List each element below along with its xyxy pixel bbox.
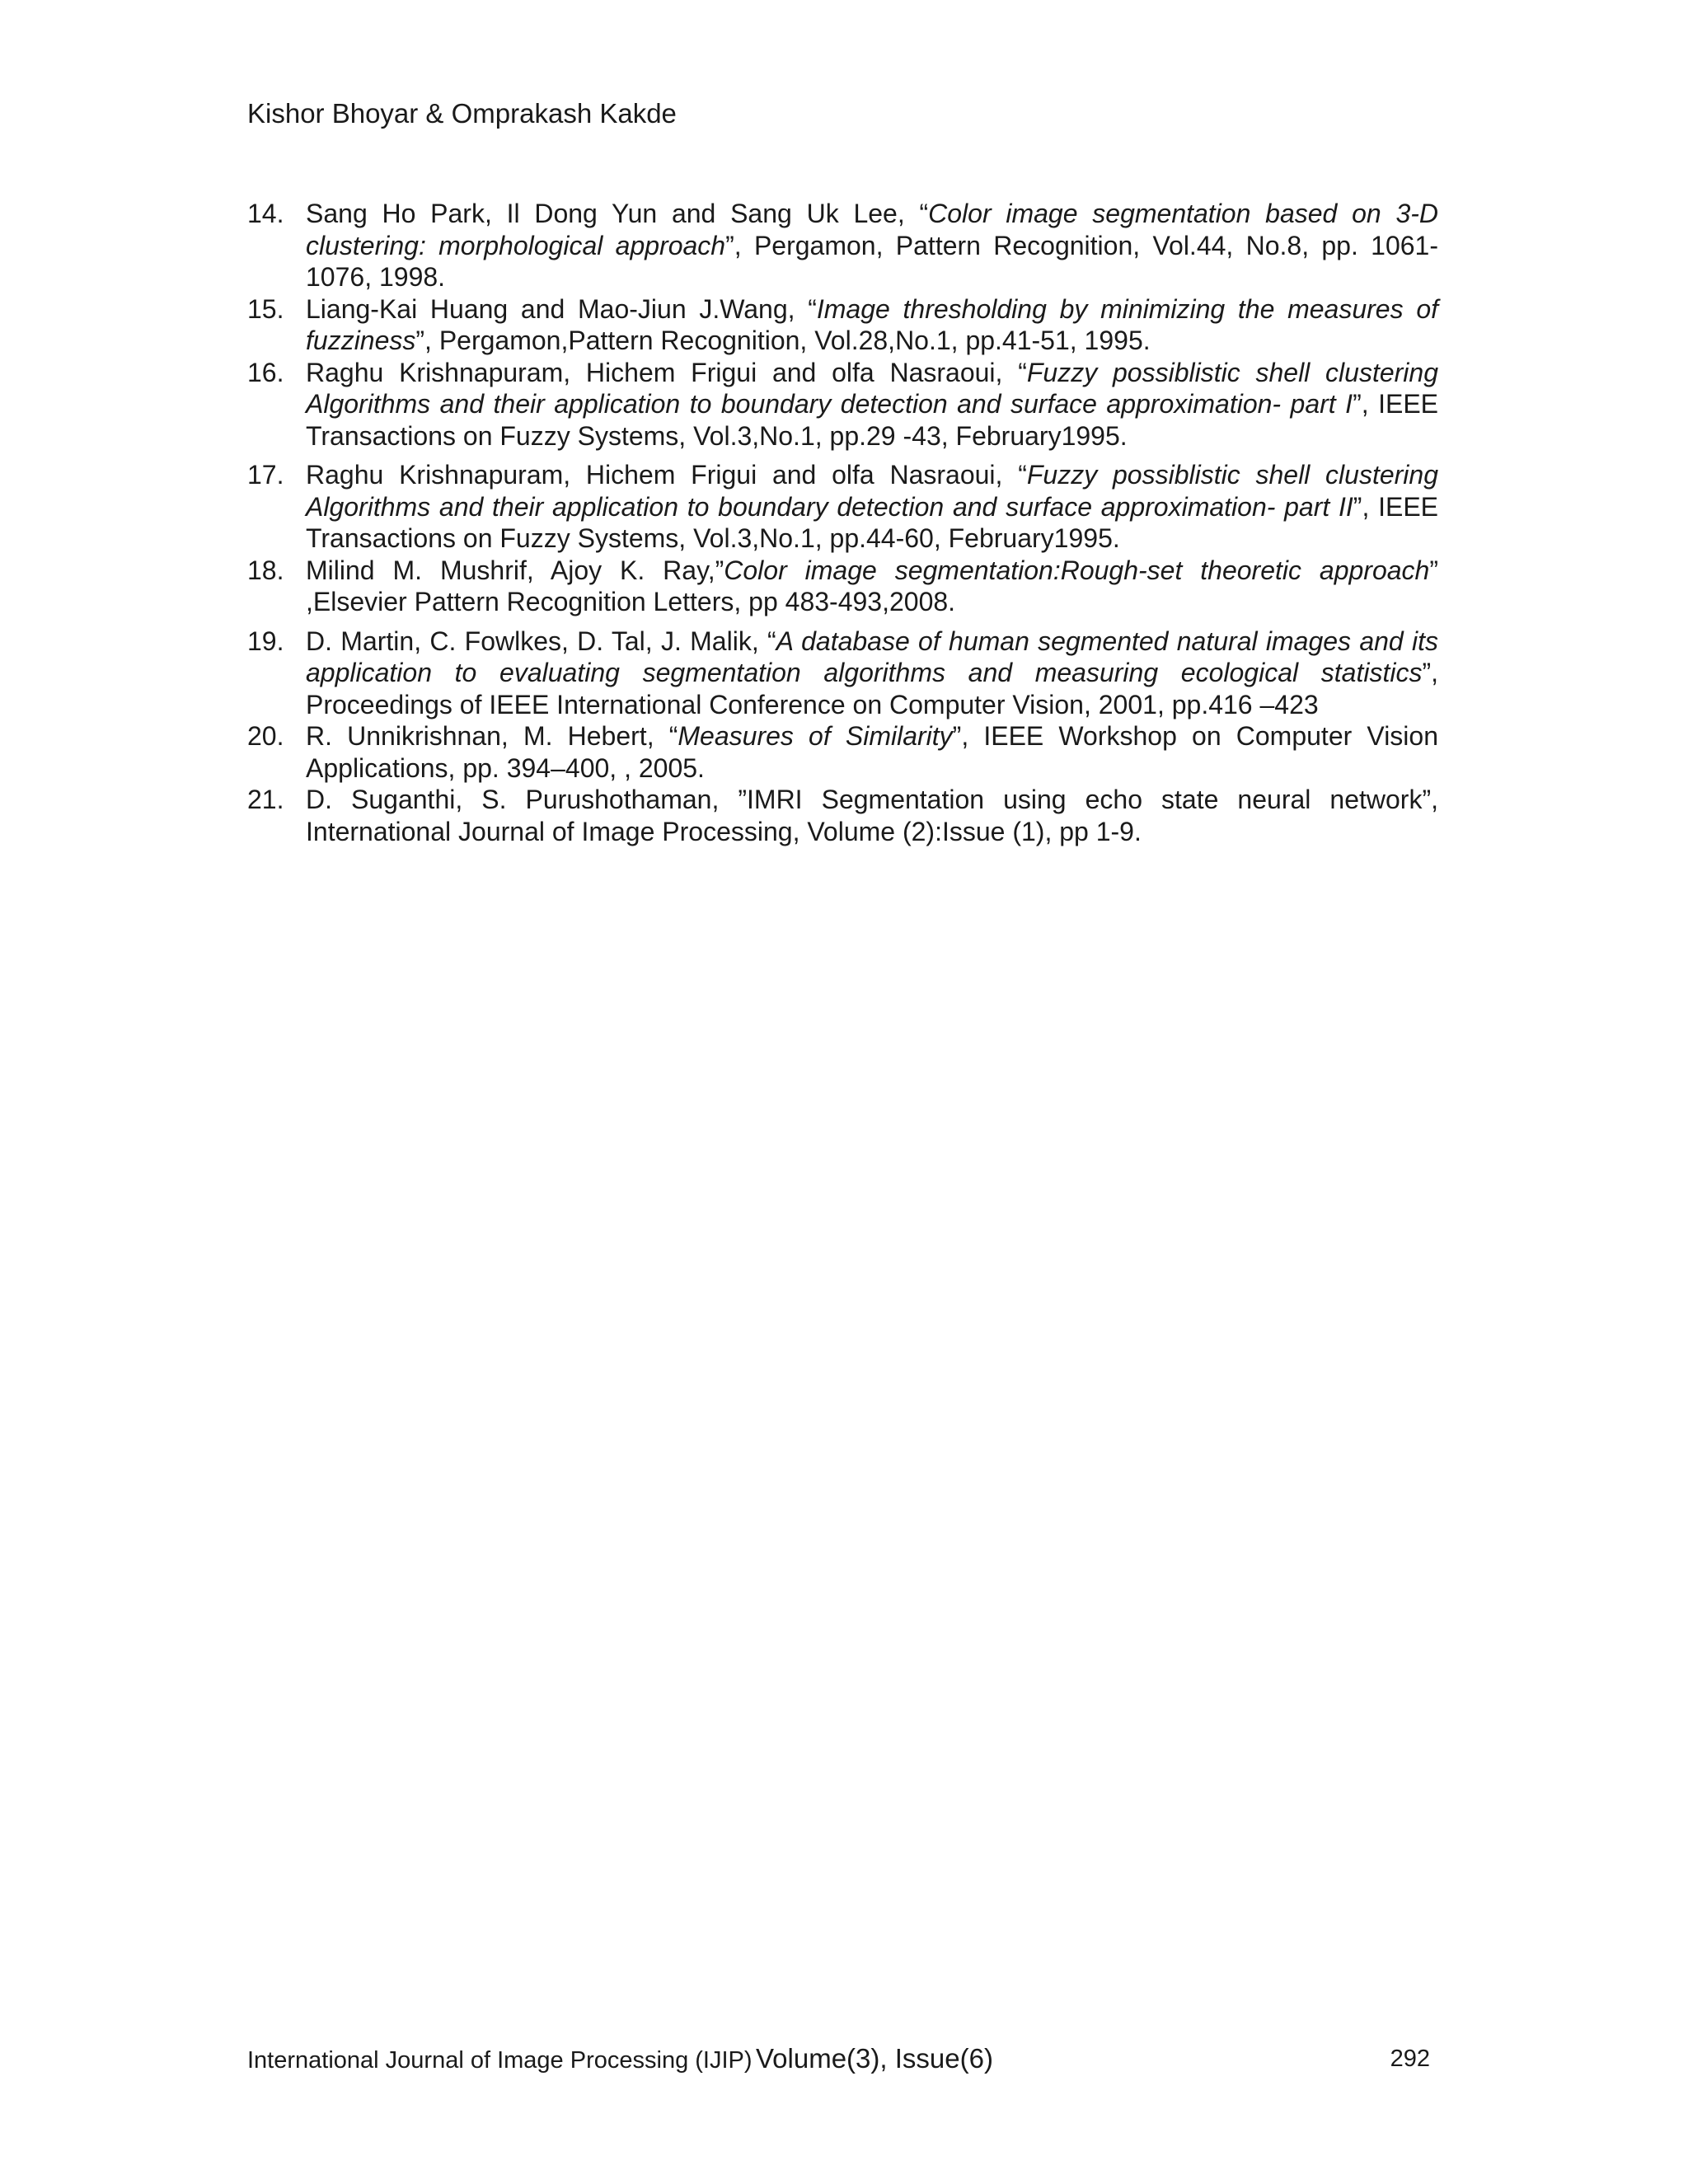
reference-authors: Raghu Krishnapuram, Hichem Frigui and olfa Nasraoui, “ xyxy=(306,460,1027,490)
reference-item xyxy=(247,459,1438,555)
page-footer xyxy=(247,2041,1430,2077)
reference-number: 20. xyxy=(247,721,284,751)
reference-authors: Sang Ho Park, Il Dong Yun and Sang Uk Lee, “ xyxy=(306,199,929,228)
reference-title: Color image segmentation based on 3-D clustering: morphological approach xyxy=(306,199,1439,260)
reference-text xyxy=(306,293,1438,357)
page-number: 292 xyxy=(1390,2046,1430,2072)
reference-number: 14. xyxy=(247,199,284,228)
reference-source: ”, Proceedings of IEEE International Conference on Computer Vision, 2001, pp.416 –423 xyxy=(306,658,1438,719)
reference-text xyxy=(306,555,1438,618)
reference-authors: Raghu Krishnapuram, Hichem Frigui and olfa Nasraoui, “ xyxy=(306,357,1027,387)
footer-journal-name: International Journal of Image Processing (IJIP) xyxy=(247,2047,753,2074)
reference-title: Fuzzy possiblistic shell clustering Algorithms and their application to boundary detection and surface approximation- part I xyxy=(306,357,1439,419)
reference-authors: Liang-Kai Huang and Mao-Jiun J.Wang, “ xyxy=(306,293,817,324)
reference-source: ”, Pergamon, Pattern Recognition, Vol.44, No.8, pp. 1061-1076, 1998. xyxy=(306,230,1439,292)
reference-title: Color image segmentation:Rough-set theoretic approach xyxy=(724,555,1430,585)
reference-item xyxy=(247,293,1438,357)
reference-text xyxy=(306,784,1438,847)
reference-source: ”, IEEE Transactions on Fuzzy Systems, Vol.3,No.1, pp.44-60, February1995. xyxy=(306,491,1439,553)
reference-item xyxy=(247,720,1438,784)
reference-authors: R. Unnikrishnan, M. Hebert, “ xyxy=(306,721,678,751)
reference-number: 19. xyxy=(247,626,284,656)
reference-title: Fuzzy possiblistic shell clustering Algorithms and their application to boundary detection and surface approximation- part II xyxy=(306,460,1439,522)
reference-number: 17. xyxy=(247,460,284,490)
reference-authors: Milind M. Mushrif, Ajoy K. Ray,” xyxy=(306,555,724,585)
reference-source: ” ,Elsevier Pattern Recognition Letters, pp 483-493,2008. xyxy=(306,555,1439,616)
reference-number: 21. xyxy=(247,785,284,814)
reference-list xyxy=(247,198,1438,847)
reference-source: ”, Pergamon,Pattern Recognition, Vol.28,No.1, pp.41-51, 1995. xyxy=(415,326,1151,355)
reference-number: 18. xyxy=(247,555,284,585)
reference-text xyxy=(306,459,1438,555)
reference-item xyxy=(247,357,1438,452)
reference-title: Image thresholding by minimizing the measures of fuzziness xyxy=(306,293,1439,355)
reference-item xyxy=(247,626,1438,721)
reference-text xyxy=(306,720,1438,784)
reference-authors: D. Martin, C. Fowlkes, D. Tal, J. Malik, “ xyxy=(306,626,776,656)
reference-title: A database of human segmented natural images and its application to evaluating segmentation algorithms and measuring ecological statistics xyxy=(306,626,1439,687)
reference-text xyxy=(306,357,1438,452)
reference-source: ”, IEEE Workshop on Computer Vision Applications, pp. 394–400, , 2005. xyxy=(306,721,1439,783)
footer-volume-issue: Volume(3), Issue(6) xyxy=(755,2043,993,2074)
reference-number: 16. xyxy=(247,357,284,387)
reference-text xyxy=(306,198,1438,293)
reference-item xyxy=(247,198,1438,293)
reference-source: ”, IEEE Transactions on Fuzzy Systems, Vol.3,No.1, pp.29 -43, February1995. xyxy=(306,389,1439,451)
reference-authors: D. Suganthi, S. Purushothaman, ”IMRI Segmentation using echo state neural network”, International Journal of Image Processing, Volume (2):Issue (1), pp 1-9. xyxy=(306,785,1438,846)
reference-item xyxy=(247,784,1438,847)
reference-item xyxy=(247,555,1438,618)
reference-number: 15. xyxy=(247,293,284,324)
reference-text xyxy=(306,626,1438,721)
running-head-authors: Kishor Bhoyar & Omprakash Kakde xyxy=(247,98,677,129)
reference-title: Measures of Similarity xyxy=(678,721,953,751)
